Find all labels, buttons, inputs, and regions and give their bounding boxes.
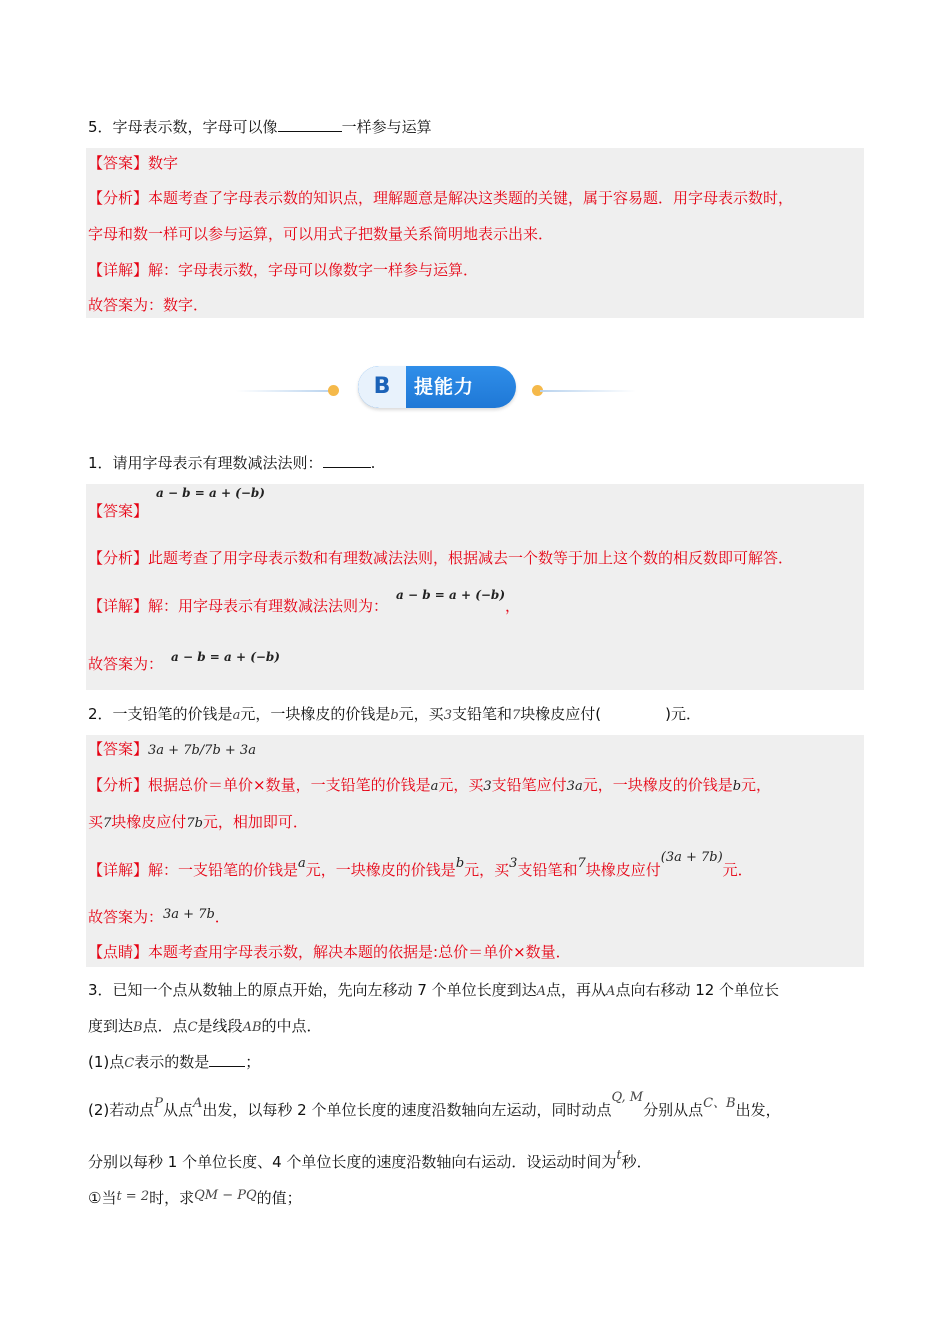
answer-line: 【答案】数字: [88, 154, 179, 172]
section-title: 提能力: [414, 376, 475, 398]
answer-line: 【答案】3a + 7b/7b + 3a: [88, 740, 256, 758]
analysis-line: 【分析】此题考查了用字母表示数和有理数减法法则，根据减去一个数等于加上这个数的相反数即可解答．: [88, 549, 794, 567]
section-letter: B: [373, 374, 391, 399]
analysis-line: 字母和数一样可以参与运算，可以用式子把数量关系简明地表示出来．: [88, 225, 554, 243]
fill-blank: [323, 453, 371, 468]
final-answer-line: 故答案为：数字．: [88, 296, 209, 314]
question-5: [88, 117, 432, 137]
analysis-line: 买7块橡皮应付7b元，相加即可．: [88, 813, 308, 831]
decorative-line: [236, 390, 332, 392]
decorative-dot: [328, 385, 339, 396]
fill-blank: [278, 117, 342, 132]
answer-box-q1: [86, 484, 864, 690]
detail-line: 【详解】解：用字母表示有理数减法法则为：$^{a - b = a + (-b)}$，: [88, 588, 521, 615]
question-1: 1．请用字母表示有理数减法法则： .: [88, 454, 376, 472]
question-text: 一样参与运算: [341, 118, 432, 136]
answer-box-q5: [86, 148, 864, 318]
fill-blank: [209, 1052, 245, 1067]
detail-formula: a − b = a + (−b): [396, 588, 506, 602]
question-2: 2．一支铅笔的价钱是a元，一块橡皮的价钱是b元，买3支铅笔和7块橡皮应付( )元．: [88, 705, 701, 723]
analysis-line: 【分析】根据总价＝单价×数量，一支铅笔的价钱是a元，买3支铅笔应付3a元，一块橡皮的价钱是b元，: [88, 776, 772, 794]
final-answer-line: 故答案为：3a + 7b．: [88, 907, 230, 926]
analysis-line: 【分析】本题考查了字母表示数的知识点，理解题意是解决这类题的关键，属于容易题．用字母表示数时，: [88, 189, 794, 207]
question-3-line-2: 度到达B点．点C是线段AB的中点．: [88, 1017, 322, 1035]
answer-line: 【答案】: [88, 502, 149, 520]
decorative-line: [540, 390, 636, 392]
detail-line: 【详解】解：字母表示数，字母可以像数字一样参与运算．: [88, 261, 479, 279]
question-3: 3．已知一个点从数轴上的原点开始，先向左移动 7 个单位长度到达A点，再从A点向右移动 12 个单位长: [88, 981, 780, 999]
question-number: 5．: [88, 118, 113, 136]
question-3-part-2-line-2: 分别以每秒 1 个单位长度、4 个单位长度的速度沿数轴向右运动．设运动时间为t秒．: [88, 1148, 652, 1171]
section-pill: [358, 366, 516, 408]
question-text: 字母表示数，字母可以像: [112, 118, 278, 136]
remark-line: 【点睛】本题考查用字母表示数，解决本题的依据是:总价＝单价×数量．: [88, 943, 571, 961]
question-3-sub-1: ①当t = 2时，求QM − PQ的值；: [88, 1188, 302, 1207]
final-formula: a − b = a + (−b): [171, 650, 280, 664]
answer-formula: a − b = a + (−b): [156, 486, 265, 500]
final-answer-line: 故答案为： $^{a - b = a + (-b)}$: [88, 650, 280, 673]
detail-line: 【详解】解：一支铅笔的价钱是a元，一块橡皮的价钱是b元，买3支铅笔和7块橡皮应付(3a + 7b)元．: [88, 850, 753, 879]
question-3-part-2: (2)若动点P从点A出发，以每秒 2 个单位长度的速度沿数轴向左运动，同时动点Q, M分别从点C、B出发，: [88, 1090, 781, 1119]
question-3-part-1: (1)点C表示的数是 ；: [88, 1053, 261, 1071]
section-badge: [236, 362, 636, 412]
answer-box-q2: [86, 735, 864, 967]
